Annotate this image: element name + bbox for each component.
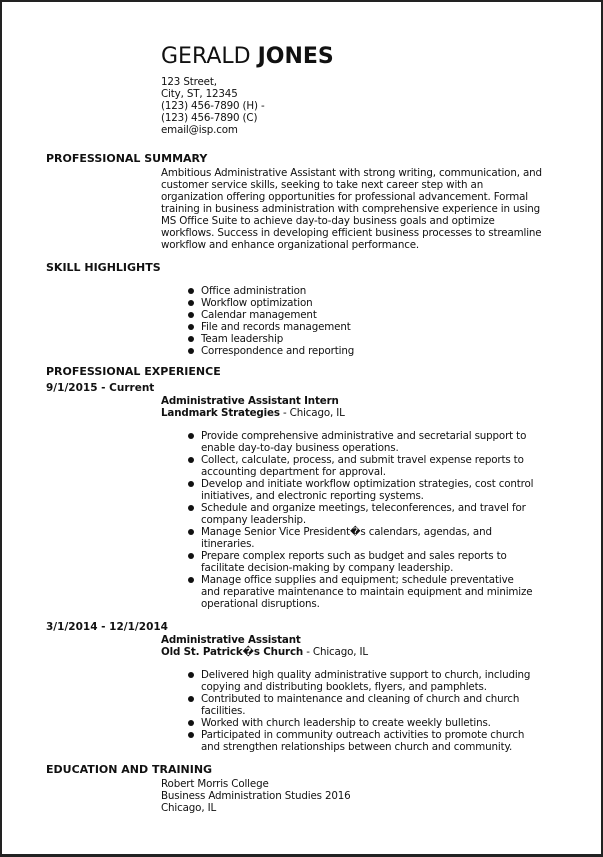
bullet-line: enable day-to-day business operations. (201, 442, 399, 454)
bullet-line: Develop and initiate workflow optimization strategies, cost control (201, 478, 534, 490)
bullet-line: Manage office supplies and equipment; schedule preventative (201, 574, 514, 586)
bullet-line: Worked with church leadership to create weekly bulletins. (201, 717, 491, 729)
job-bullet (161, 693, 571, 717)
bullet-line: facilities. (201, 705, 246, 717)
bullet-line: Prepare complex reports such as budget and sales reports to (201, 550, 507, 562)
job-title: Administrative Assistant Intern (161, 395, 339, 407)
bullet-line: copying and distributing booklets, flyers, and pamphlets. (201, 681, 487, 693)
education-text (161, 778, 571, 814)
skill-item: Office administration (161, 285, 571, 297)
job-company-line (161, 407, 345, 419)
summary-line: workflow and enhance organizational performance. (161, 239, 420, 251)
experience-heading: PROFESSIONAL EXPERIENCE (46, 365, 221, 378)
bullet-line: Contributed to maintenance and cleaning of church and church (201, 693, 520, 705)
skills-heading: SKILL HIGHLIGHTS (46, 261, 161, 274)
job-location: - Chicago, IL (279, 407, 345, 419)
bullet-line: Manage Senior Vice President�s calendars, agendas, and (201, 526, 492, 538)
bullet-line: and strengthen relationships between church and community. (201, 741, 513, 753)
bullet-line: operational disruptions. (201, 598, 320, 610)
last-name: JONES (257, 44, 334, 69)
skill-item: Team leadership (161, 333, 571, 345)
summary-heading: PROFESSIONAL SUMMARY (46, 152, 208, 165)
skill-item: File and records management (161, 321, 571, 333)
bullet-line: and reparative maintenance to maintain equipment and minimize (201, 586, 533, 598)
first-name: GERALD (161, 44, 251, 69)
bullet-line: accounting department for approval. (201, 466, 386, 478)
summary-line: organization offering opportunities for professional advancement. Formal (161, 191, 528, 203)
job-bullet (161, 717, 571, 729)
summary-line: Ambitious Administrative Assistant with strong writing, communication, and (161, 167, 542, 179)
job-dates: 9/1/2015 - Current (46, 382, 155, 394)
skill-item: Workflow optimization (161, 297, 571, 309)
contact-line: 123 Street, (161, 76, 217, 88)
job-bullet (161, 729, 571, 753)
contact-line: (123) 456-7890 (C) (161, 112, 258, 124)
job-bullet (161, 669, 571, 693)
summary-line: customer service skills, seeking to take next career step with an (161, 179, 484, 191)
job-bullet (161, 478, 571, 502)
job-bullet (161, 430, 571, 454)
company-name: Landmark Strategies (161, 407, 280, 419)
summary-line: workflows. Success in developing efficient business processes to streamline (161, 227, 542, 239)
job-location: - Chicago, IL (303, 646, 368, 658)
job-bullet (161, 550, 571, 574)
education-line: Chicago, IL (161, 802, 217, 814)
bullet-line: Participated in community outreach activities to promote church (201, 729, 525, 741)
summary-line: MS Office Suite to achieve day-to-day business goals and optimize (161, 215, 495, 227)
education-line: Robert Morris College (161, 778, 269, 790)
bullet-line: initiatives, and electronic reporting systems. (201, 490, 424, 502)
summary-line: training in business administration with comprehensive experience in using (161, 203, 541, 215)
job-bullet (161, 574, 571, 610)
company-name: Old St. Patrick�s Church (161, 646, 304, 658)
bullet-line: Delivered high quality administrative support to church, including (201, 669, 531, 681)
job-bullets (161, 669, 571, 753)
summary-text (161, 167, 571, 251)
contact-line: (123) 456-7890 (H) - (161, 100, 265, 112)
contact-line: email@isp.com (161, 124, 238, 136)
bullet-line: Provide comprehensive administrative and secretarial support to (201, 430, 527, 442)
contact-info (161, 76, 265, 136)
skill-item: Correspondence and reporting (161, 345, 571, 357)
job-bullet (161, 454, 571, 478)
bullet-line: facilitate decision-making by company leadership. (201, 562, 454, 574)
education-line: Business Administration Studies 2016 (161, 790, 351, 802)
skills-list (161, 285, 571, 357)
job-bullets (161, 430, 571, 610)
job-bullet (161, 526, 571, 550)
bullet-line: Collect, calculate, process, and submit travel expense reports to (201, 454, 524, 466)
candidate-name (161, 44, 334, 70)
skill-item: Calendar management (161, 309, 571, 321)
job-bullet (161, 502, 571, 526)
bullet-line: company leadership. (201, 514, 307, 526)
job-dates: 3/1/2014 - 12/1/2014 (46, 621, 168, 633)
job-title: Administrative Assistant (161, 634, 301, 646)
education-heading: EDUCATION AND TRAINING (46, 763, 213, 776)
bullet-line: Schedule and organize meetings, teleconferences, and travel for (201, 502, 526, 514)
bullet-line: itineraries. (201, 538, 255, 550)
contact-line: City, ST, 12345 (161, 88, 238, 100)
job-company-line (161, 646, 368, 658)
